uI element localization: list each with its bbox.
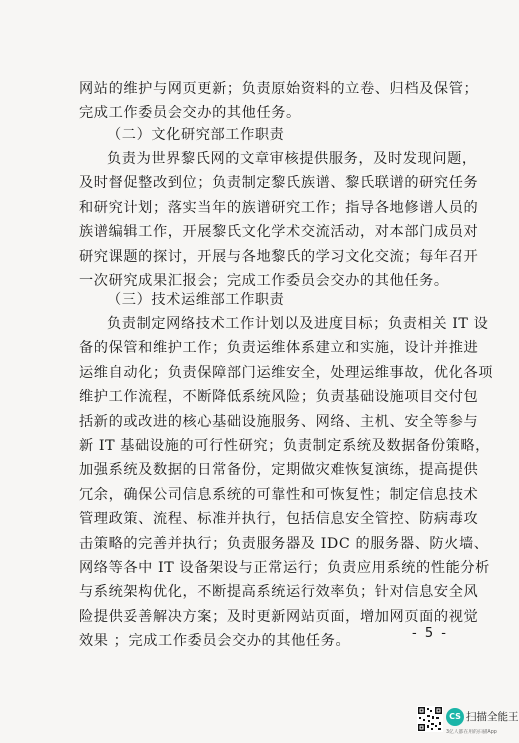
paragraph-line: 网站的维护与网页更新；负责原始资料的立卷、归档及保管； [79, 81, 479, 97]
paragraph-line: 效果 ；完成工作委员会交办的其他任务。 [79, 633, 351, 650]
section-heading-tech-ops: （三）技术运维部工作职责 [107, 292, 285, 308]
camscanner-logo-icon: CS [446, 708, 464, 726]
paragraph-line: 击策略的完善并执行；负责服务器及 IDC 的服务器、防火墙、 [79, 535, 489, 552]
paragraph-line: 网络等各中 IT 设备架设与正常运行；负责应用系统的性能分析 [79, 560, 490, 577]
paragraph-line: 险提供妥善解决方案；及时更新网站页面，增加网页面的视觉 [79, 608, 479, 625]
paragraph-line: 新 IT 基础设施的可行性研究；负责制定系统及数据备份策略， [79, 438, 490, 455]
paragraph-line: 括新的或改进的核心基础设施服务、网络、主机、安全等参与 [79, 413, 479, 430]
paragraph-line: 和研究计划；落实当年的族谱研究工作；指导各地修谱人员的 [79, 199, 479, 216]
paragraph-line: 研究课题的探讨，开展与各地黎氏的学习文化交流；每年召开 [79, 248, 479, 265]
scanner-watermark [417, 706, 519, 738]
paragraph-line: 负责为世界黎氏网的文章审核提供服务，及时发现问题， [107, 151, 477, 167]
section-heading-culture-research: （二）文化研究部工作职责 [107, 127, 285, 143]
paragraph-line: 一次研究成果汇报会；完成工作委员会交办的其他任务。 [79, 273, 449, 290]
tech-ops-paragraph [79, 312, 494, 654]
paragraph-line: 负责制定网络技术工作计划以及进度目标；负责相关 IT 设 [107, 316, 489, 332]
paragraph-line: 及时督促整改到位；负责制定黎氏族谱、黎氏联谱的研究任务 [79, 175, 479, 192]
scanner-brand-tagline: 3亿人都在用的扫描App [446, 730, 497, 735]
paragraph-line: 管理政策、流程、标准并执行，包括信息安全管控、防病毒攻 [79, 511, 479, 528]
paragraph-line: 冗余，确保公司信息系统的可靠性和可恢复性；制定信息技术 [79, 486, 479, 503]
paragraph-line: 维护工作流程，不断降低系统风险；负责基础设施项目交付包 [79, 389, 479, 406]
intro-paragraph [79, 77, 479, 126]
scanner-brand-name: 扫描全能王 [466, 711, 519, 723]
paragraph-line: 完成工作委员会交办的其他任务。 [79, 105, 301, 122]
culture-research-paragraph [79, 147, 479, 293]
paragraph-line: 加强系统及数据的日常备份，定期做灾难恢复演练，提高提供 [79, 462, 479, 479]
qr-code-icon [417, 706, 443, 732]
page-number: - 5 - [412, 626, 448, 641]
paragraph-line: 族谱编辑工作，开展黎氏文化学术交流活动，对本部门成员对 [79, 224, 479, 241]
paragraph-line: 与系统架构优化，不断提高系统运行效率负；针对信息安全风 [79, 584, 479, 601]
paragraph-line: 运维自动化；负责保障部门运维安全，处理运维事故，优化各项 [79, 364, 494, 381]
paragraph-line: 备的保管和维护工作；负责运维体系建立和实施，设计并推进 [79, 340, 479, 357]
